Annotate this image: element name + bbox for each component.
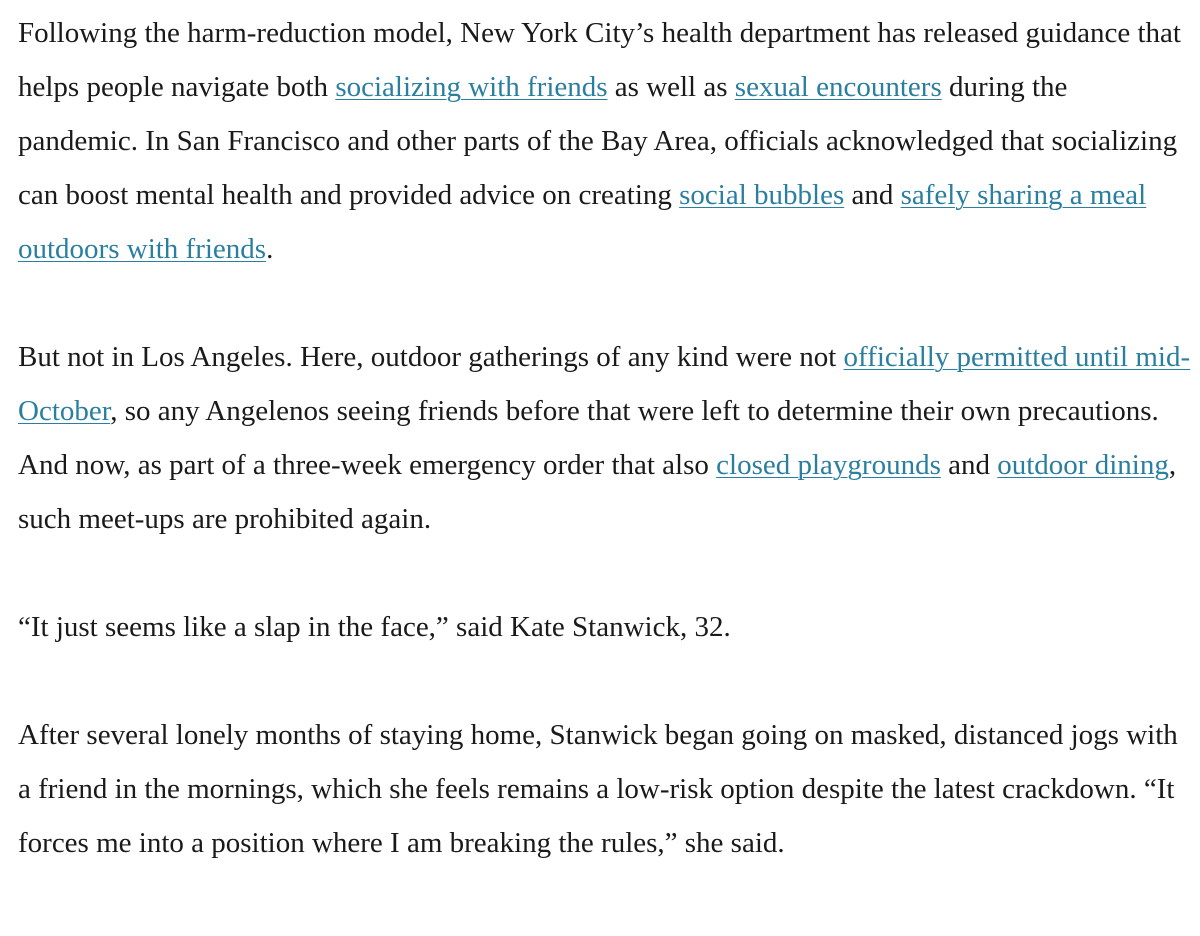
link-social-bubbles[interactable]: social bubbles	[679, 179, 845, 211]
text-run: , such meet-ups are prohibited again.	[18, 449, 1177, 535]
paragraph-quote-stanwick	[18, 600, 1192, 654]
link-closed-playgrounds[interactable]: closed playgrounds	[716, 449, 941, 481]
text-run: “It just seems like a slap in the face,” said Kate Stanwick, 32.	[18, 611, 731, 643]
text-run: as well as	[607, 71, 735, 103]
link-outdoor-dining[interactable]: outdoor dining	[997, 449, 1169, 481]
paragraph-jogging	[18, 708, 1192, 870]
paragraph-nyc-guidance	[18, 6, 1192, 276]
text-run: and	[940, 449, 998, 481]
text-run: After several lonely months of staying home, Stanwick began going on masked, distanced jogs with a friend in the mornings, which she feels remains a low-risk option despite the latest crackdown. “It forces me into a position where I am breaking the rules,” she said.	[18, 719, 1178, 859]
text-run: .	[266, 233, 274, 265]
text-run: during the pandemic. In San Francisco and other parts of the Bay Area, officials acknowledged that socializing can boost mental health and provided advice on creating	[18, 71, 1178, 211]
text-run: Following the harm-reduction model, New York City’s health department has released guidance that helps people navigate both	[18, 17, 1181, 103]
text-run: , so any Angelenos seeing friends before that were left to determine their own precautions. And now, as part of a three-week emergency order that also	[18, 395, 1159, 481]
link-socializing-with-friends[interactable]: socializing with friends	[335, 71, 608, 103]
link-officially-permitted[interactable]: officially permitted until mid-October	[18, 341, 1191, 427]
paragraph-los-angeles	[18, 330, 1192, 546]
link-sharing-meal-outdoors[interactable]: safely sharing a meal outdoors with friends	[18, 179, 1147, 265]
link-sexual-encounters[interactable]: sexual encounters	[734, 71, 942, 103]
text-run: and	[844, 179, 901, 211]
text-run: But not in Los Angeles. Here, outdoor gatherings of any kind were not	[18, 341, 844, 373]
